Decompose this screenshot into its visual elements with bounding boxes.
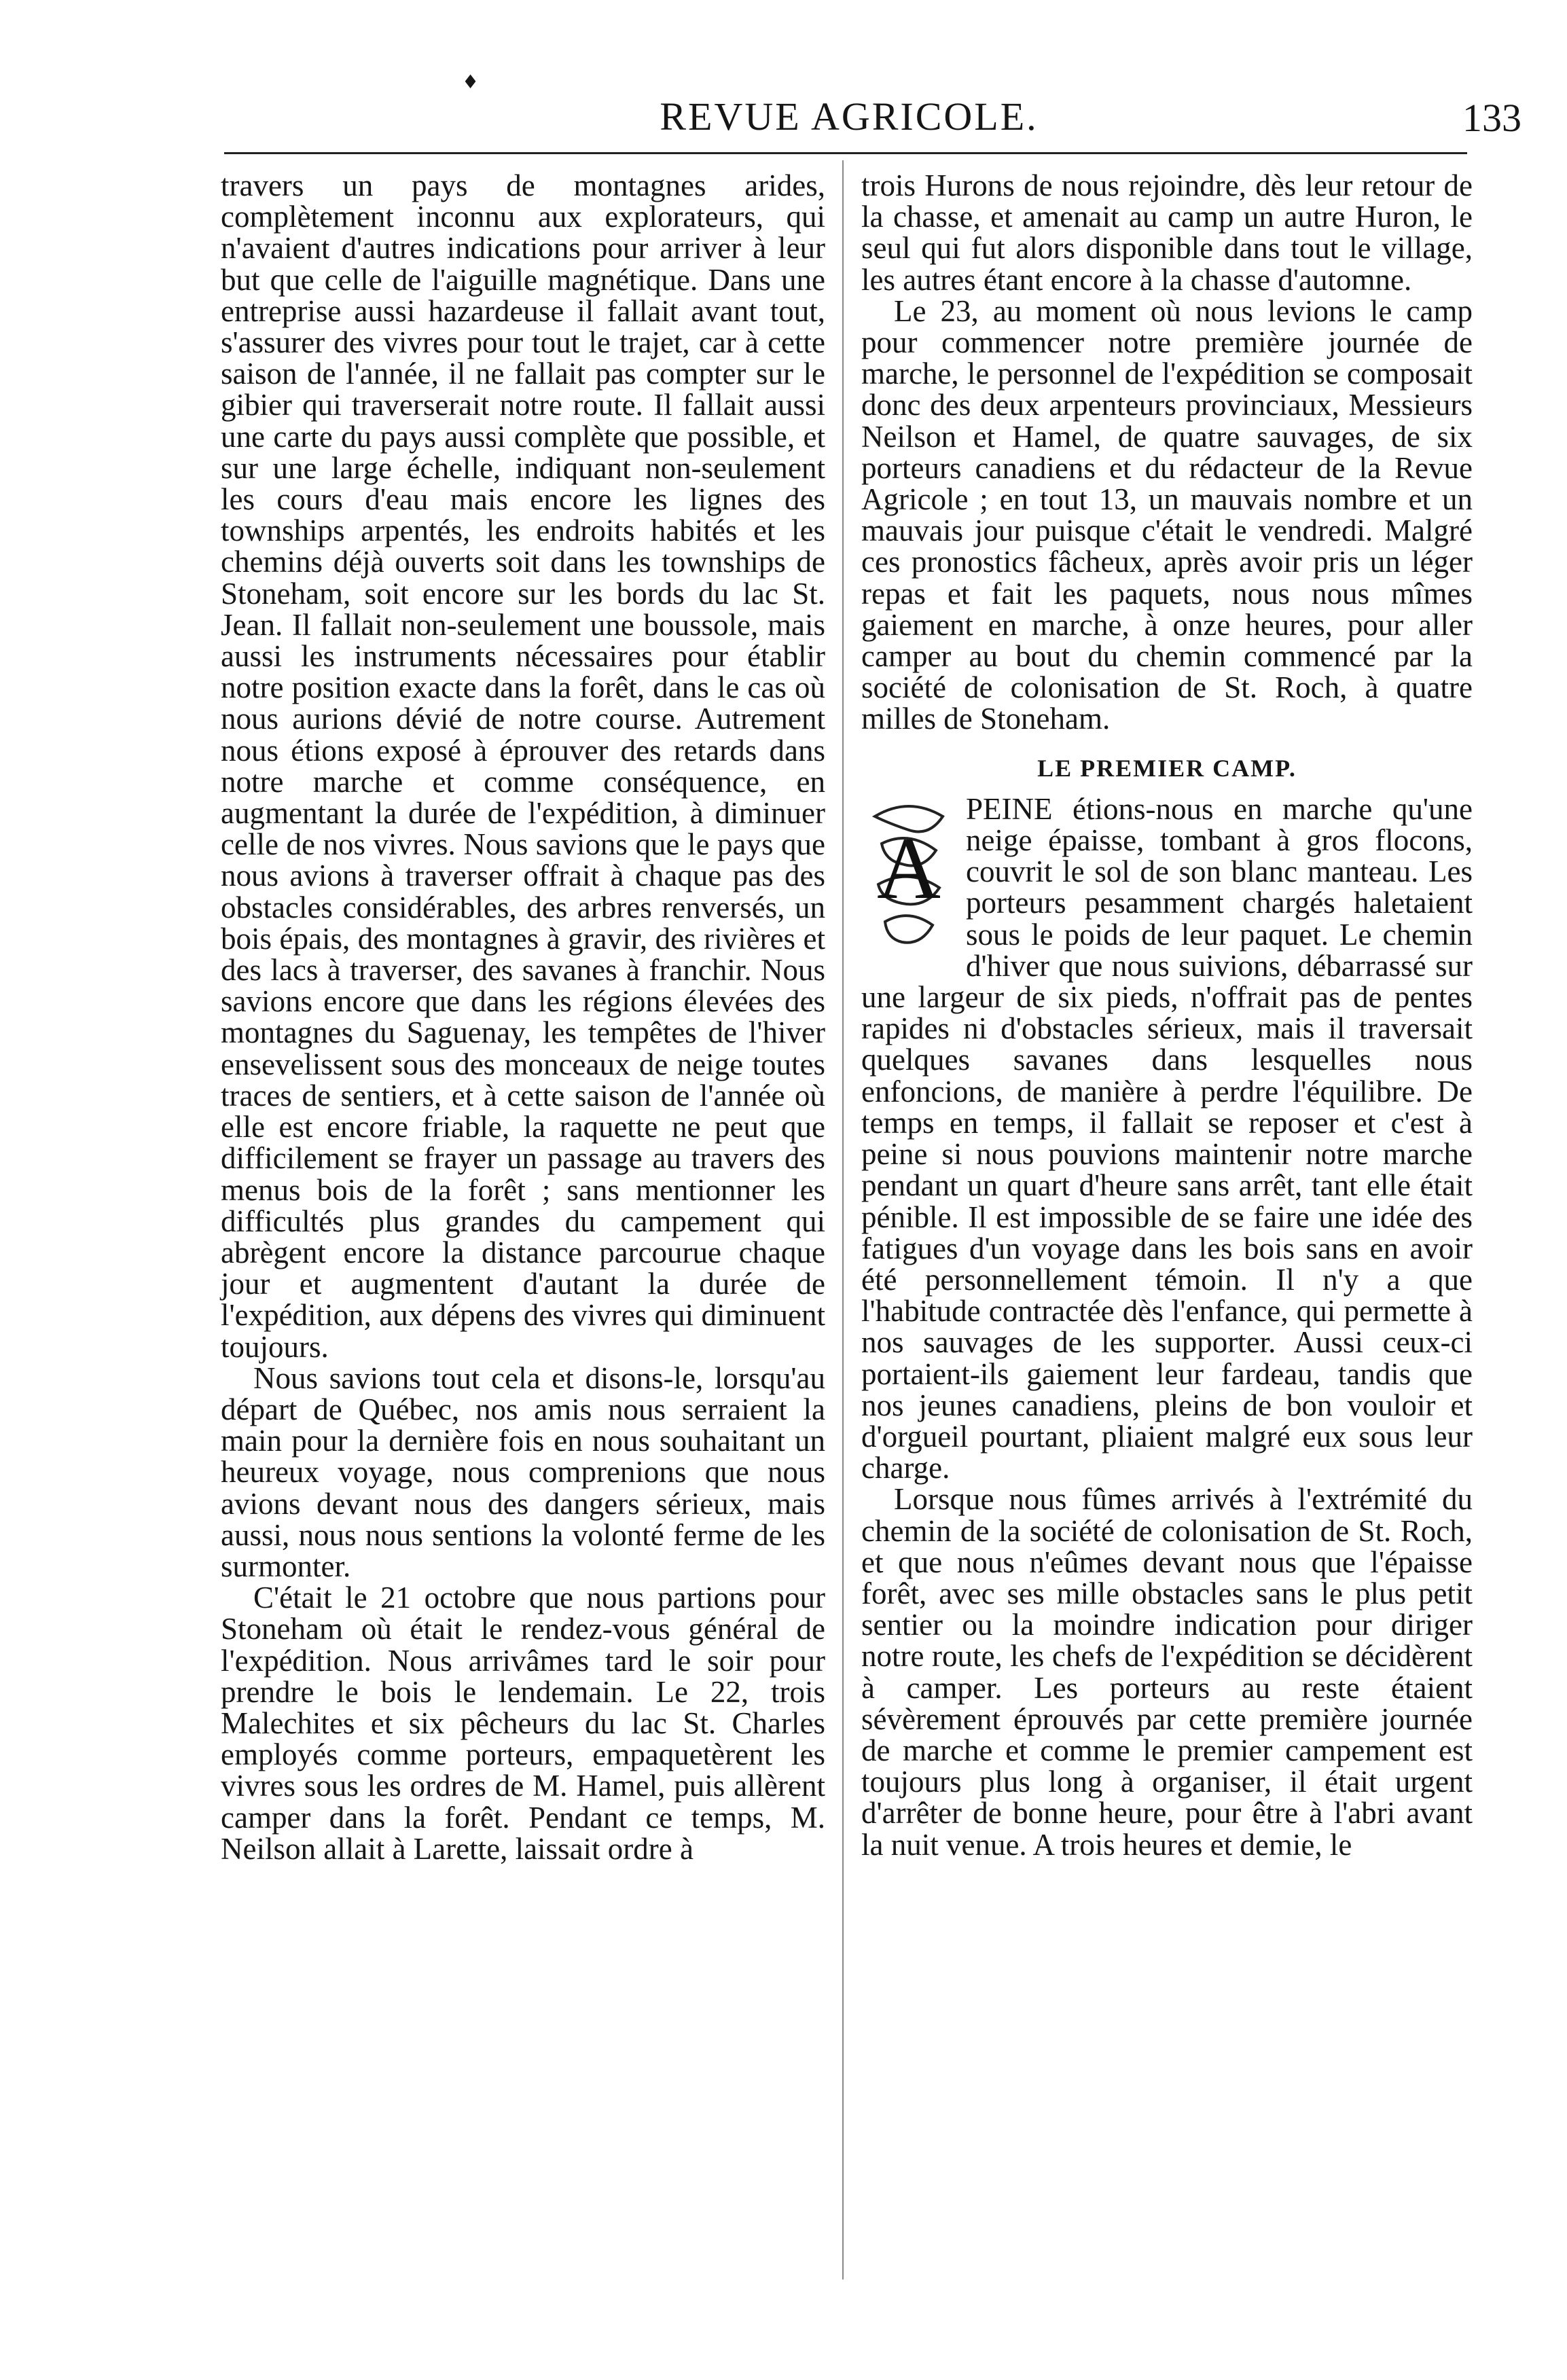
- left-paragraph-3: C'était le 21 octobre que nous partions pour Stoneham où était le rendez-vous général de l'expédition. Nous arrivâmes tard le soir pour prendre le bois le lendemain. Le 22, trois Malechites et six pêcheurs du lac St. Charles employés comme porteurs, empaquetèrent les vivres sous les ordres de M. Hamel, puis allèrent camper dans la forêt. Pendant ce temps, M. Neilson allait à Larette, laissait ordre à: [221, 1581, 825, 1866]
- left-column: [221, 170, 825, 1864]
- printer-mark: ♦: [462, 71, 480, 93]
- section-heading: LE PREMIER CAMP.: [1037, 754, 1297, 782]
- column-divider: [842, 160, 844, 2279]
- section-paragraph-2: Lorsque nous fûmes arrivés à l'extrémité du chemin de la société de colonisation de St. Roch, et que nous n'eûmes devant nous que l'épaisse forêt, avec ses mille obstacles sans le plus petit sentier ou la moindre indication pour diriger notre route, les chefs de l'expédition se décidèrent à camper. Les porteurs au reste étaient sévèrement éprouvés par cette première journée de marche et comme le premier campement est toujours plus long à organiser, il était urgent d'arrêter de bonne heure, pour être à l'abri avant la nuit venue. A trois heures et demie, le: [861, 1482, 1473, 1862]
- right-paragraph-2: Le 23, au moment où nous levions le camp pour commencer notre première journée de marche, le personnel de l'expédition se composait donc des deux arpenteurs provinciaux, Messieurs Neilson et Hamel, de quatre sauvages, de six porteurs canadiens et du rédacteur de la Revue Agricole ; en tout 13, un mauvais nombre et un mauvais jour puisque c'était le vendredi. Malgré ces pronostics fâcheux, après avoir pris un léger repas et fait les paquets, nous nous mîmes gaiement en marche, à onze heures, pour aller camper au bout du chemin commencé par la société de colonisation de St. Roch, à quatre milles de Stoneham.: [861, 293, 1473, 736]
- journal-title: REVUE AGRICOLE.: [660, 94, 1039, 139]
- section-body: [861, 793, 1473, 1483]
- section-paragraph-1: PEINE étions-nous en marche qu'une neige épaisse, tombant à gros flocons, couvrit le sol de son blanc manteau. Les porteurs pesamment chargés haletaient sous le poids de leur paquet. Le chemin d'hiver que nous suivions, débarrassé sur une largeur de six pieds, n'offrait pas de pentes rapides ni d'obstacles sérieux, mais il traversait quelques savanes dans lesquelles nous enfoncions, de manière à perdre l'équilibre. De temps en temps, il fallait se reposer et c'est à peine si nous pouvions maintenir notre marche pendant un quart d'heure sans arrêt, tant elle était pénible. Il est impossible de se faire une idée des fatigues d'un voyage dans les bois sans en avoir été personnellement témoin. Il n'y a que l'habitude contractée dès l'enfance, qui permette à nos sauvages de les supporter. Aussi ceux-ci portaient-ils gaiement leur fardeau, tandis que nos jeunes canadiens, pleins de bon vouloir et d'orgueil pourtant, pliaient malgré eux sous leur charge.: [861, 791, 1473, 1485]
- dropcap-letter: A: [877, 819, 941, 918]
- left-paragraph-2: Nous savions tout cela et disons-le, lorsqu'au départ de Québec, nos amis nous serraient la main pour la dernière fois en nous souhaitant un heureux voyage, nous comprenions que nous avions devant nous des dangers sérieux, mais aussi, nous nous sentions la volonté ferme de les surmonter.: [221, 1360, 825, 1583]
- page-number: 133: [1462, 96, 1521, 140]
- right-paragraph-1: trois Hurons de nous rejoindre, dès leur retour de la chasse, et amenait au camp un autre Huron, le seul qui fut alors disponible dans tout le village, les autres étant encore à la chasse d'automne.: [861, 168, 1473, 297]
- header-rule: [224, 152, 1467, 154]
- running-header: [217, 71, 1521, 143]
- right-column: [861, 170, 1473, 1860]
- ornamental-dropcap-icon: [861, 796, 956, 956]
- left-paragraph-1: travers un pays de montagnes arides, complètement inconnu aux explorateurs, qui n'avaient d'autres indications pour arriver à leur but que celle de l'aiguille magnétique. Dans une entreprise aussi hazardeuse il fallait avant tout, s'assurer des vivres pour tout le trajet, car à cette saison de l'année, il ne fallait pas compter sur le gibier qui traverserait notre route. Il fallait aussi une carte du pays aussi complète que possible, et sur une large échelle, indiquant non-seulement les cours d'eau mais encore les lignes des townships arpentés, les endroits habités et les chemins déjà ouverts soit dans les townships de Stoneham, soit encore sur les bords du lac St. Jean. Il fallait non-seulement une boussole, mais aussi les instruments nécessaires pour établir notre position exacte dans la forêt, dans le cas où nous aurions dévié de notre course. Autrement nous étions exposé à éprouver des retards dans notre marche et comme conséquence, en augmentant la durée de l'expédition, à diminuer celle de nos vivres. Nous savions que le pays que nous avions à traverser offrait à chaque pas des obstacles considérables, des arbres renversés, un bois épais, des montagnes à gravir, des rivières et des lacs à traverser, des savanes à franchir. Nous savions encore que dans les régions élevées des montagnes du Saguenay, les tempêtes de l'hiver ensevelissent sous des monceaux de neige toutes traces de sentiers, et à cette saison de l'année où elle est encore friable, la raquette ne peut que difficilement se frayer un passage au travers des menus bois de la forêt ; sans mentionner les difficultés plus grandes du campement qui abrègent encore la distance parcourue chaque jour et augmentent d'autant la durée de l'expédition, aux dépens des vivres qui diminuent toujours.: [221, 168, 825, 1364]
